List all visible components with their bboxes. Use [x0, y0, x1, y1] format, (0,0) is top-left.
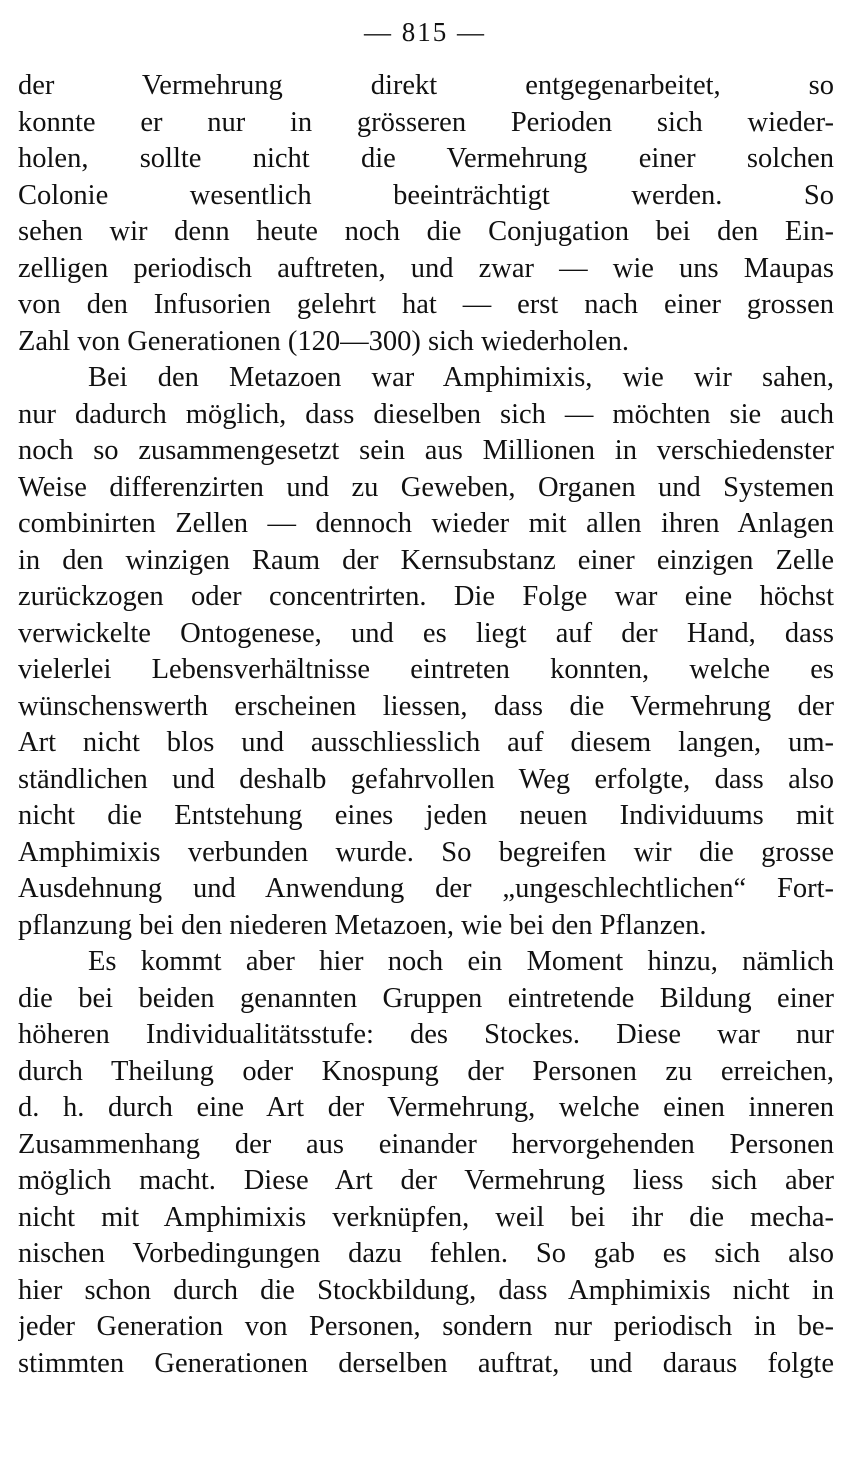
text-line: in den winzigen Raum der Kernsubstanz einer einzigen Zelle — [18, 544, 834, 576]
text-line: Art nicht blos und ausschliesslich auf diesem langen, um- — [18, 727, 834, 758]
text-line: Zahl von Generationen (120—300) sich wiederholen. — [18, 325, 629, 357]
text-line: Ausdehnung und Anwendung der „ungeschlechtlichen“ Fort- — [18, 873, 834, 904]
text-line: Es kommt aber hier noch ein Moment hinzu, nämlich — [88, 946, 834, 977]
text-line: ständlichen und deshalb gefahrvollen Weg erfolgte, dass also — [18, 763, 834, 795]
text-line: combinirten Zellen — dennoch wieder mit allen ihren Anlagen — [18, 508, 834, 539]
text-line: Bei den Metazoen war Amphimixis, wie wir sahen, — [88, 362, 834, 393]
text-line: noch so zusammengesetzt sein aus Millionen in verschiedenster — [18, 435, 834, 466]
text-line: die bei beiden genannten Gruppen eintretende Bildung einer — [18, 982, 834, 1014]
text-line: höheren Individualitätsstufe: des Stockes. Diese war nur — [18, 1019, 834, 1050]
text-line: verwickelte Ontogenese, und es liegt auf der Hand, dass — [18, 617, 834, 649]
text-line: zelligen periodisch auftreten, und zwar — wie uns Maupas — [18, 252, 834, 284]
page-number: — 815 — — [364, 17, 486, 47]
text-line: Amphimixis verbunden wurde. So begreifen wir die grosse — [18, 836, 834, 868]
text-line: nur dadurch möglich, dass dieselben sich — möchten sie auch — [18, 398, 834, 430]
text-line: holen, sollte nicht die Vermehrung einer solchen — [18, 143, 834, 174]
text-line: nicht die Entstehung eines jeden neuen Individuums mit — [18, 800, 834, 831]
text-line: hier schon durch die Stockbildung, dass Amphimixis nicht in — [18, 1274, 834, 1306]
text-line: sehen wir denn heute noch die Conjugation bei den Ein- — [18, 216, 834, 247]
text-line: d. h. durch eine Art der Vermehrung, welche einen inneren — [18, 1092, 834, 1123]
text-line: pflanzung bei den niederen Metazoen, wie bei den Pflanzen. — [18, 909, 707, 941]
text-line: wünschenswerth erscheinen liessen, dass die Vermehrung der — [18, 690, 834, 722]
text-line: möglich macht. Diese Art der Vermehrung liess sich aber — [18, 1165, 834, 1196]
text-line: jeder Generation von Personen, sondern nur periodisch in be- — [18, 1311, 834, 1342]
text-line: nicht mit Amphimixis verknüpfen, weil bei ihr die mecha- — [18, 1201, 834, 1233]
text-line: nischen Vorbedingungen dazu fehlen. So gab es sich also — [18, 1238, 834, 1269]
text-line: von den Infusorien gelehrt hat — erst nach einer grossen — [18, 289, 834, 320]
text-line: Zusammenhang der aus einander hervorgehenden Personen — [18, 1128, 834, 1160]
text-line: vielerlei Lebensverhältnisse eintreten konnten, welche es — [18, 654, 834, 685]
text-line: Weise differenzirten und zu Geweben, Organen und Systemen — [18, 471, 834, 503]
body-text — [18, 68, 834, 1382]
text-line: Colonie wesentlich beeinträchtigt werden. So — [18, 179, 834, 211]
text-line: durch Theilung oder Knospung der Personen zu erreichen, — [18, 1055, 834, 1087]
text-line: konnte er nur in grösseren Perioden sich wieder- — [18, 106, 834, 138]
text-line: stimmten Generationen derselben auftrat, und daraus folgte — [18, 1347, 834, 1379]
text-line: zurückzogen oder concentrirten. Die Folge war eine höchst — [18, 581, 834, 612]
text-line: der Vermehrung direkt entgegenarbeitet, so — [18, 70, 834, 101]
